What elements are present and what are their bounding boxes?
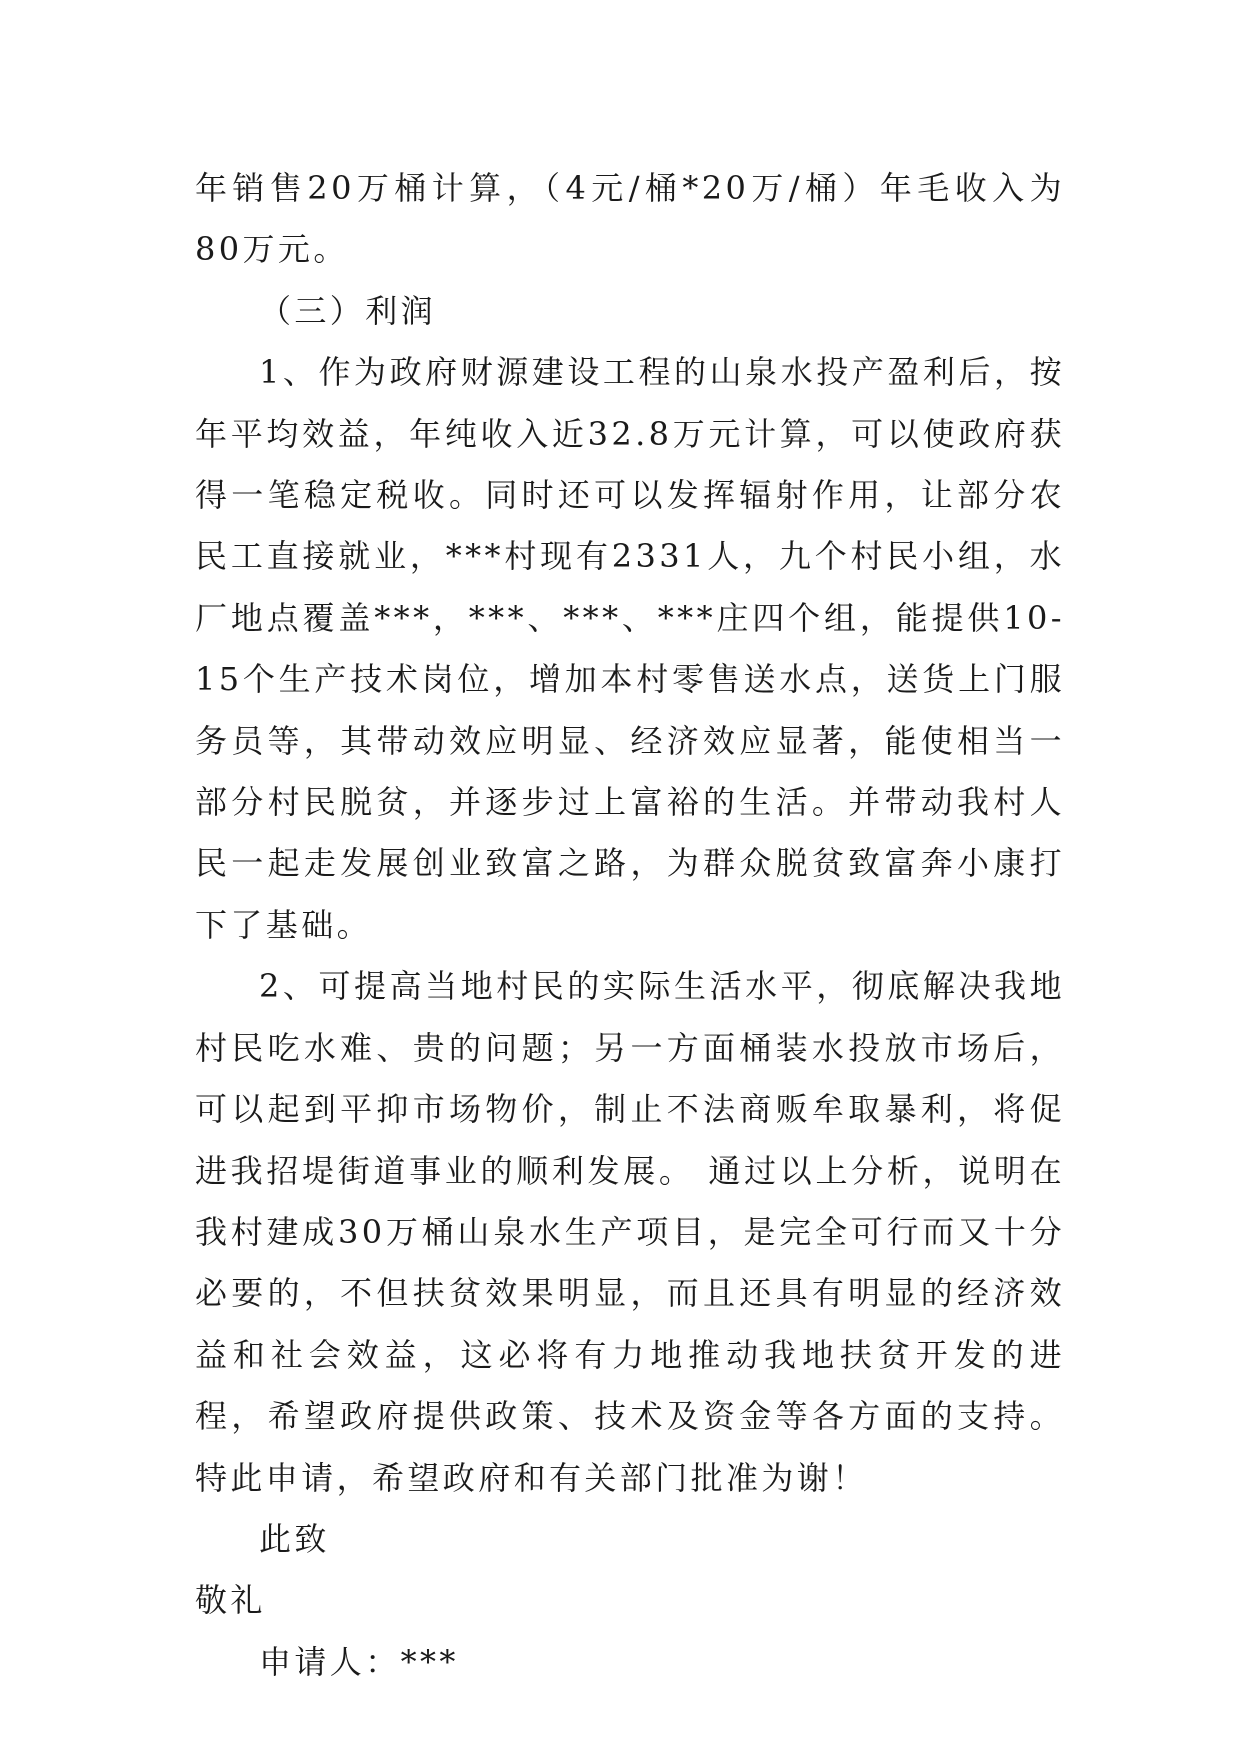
closing-phrase: 此致 xyxy=(259,1519,330,1558)
document-body xyxy=(195,158,1065,1693)
salutation: 敬礼 xyxy=(195,1581,266,1620)
section-heading-profit: （三）利润 xyxy=(259,291,437,330)
applicant-signature: 申请人：*** xyxy=(259,1642,459,1681)
paragraph-profit-point-2: 2、可提高当地村民的实际生活水平，彻底解决我地村民吃水难、贵的问题；另一方面桶装水投放市场后，可以起到平抑市场物价，制止不法商贩牟取暴利，将促进我招堤街道事业的顺利发展。 通过以上分析，说明在我村建成30万桶山泉水生产项目，是完全可行而又十分必要的，不但扶贫效果明显，而且还具有明显的经济效益和社会效益，这必将有力地推动我地扶贫开发的进程，希望政府提供政策、技术及资金等各方面的支持。特此申请，希望政府和有关部门批准为谢！ xyxy=(195,967,1065,1497)
paragraph-revenue-continuation: 年销售20万桶计算，（4元/桶*20万/桶）年毛收入为80万元。 xyxy=(195,169,1065,269)
paragraph-profit-point-1: 1、作为政府财源建设工程的山泉水投产盈利后，按年平均效益，年纯收入近32.8万元计算，可以使政府获得一笔稳定税收。同时还可以发挥辐射作用，让部分农民工直接就业，***村现有2331人，九个村民小组，水厂地点覆盖***，***、***、***庄四个组，能提供10-15个生产技术岗位，增加本村零售送水点，送货上门服务员等，其带动效应明显、经济效应显著，能使相当一部分村民脱贫，并逐步过上富裕的生活。并带动我村人民一起走发展创业致富之路，为群众脱贫致富奔小康打下了基础。 xyxy=(195,353,1065,944)
